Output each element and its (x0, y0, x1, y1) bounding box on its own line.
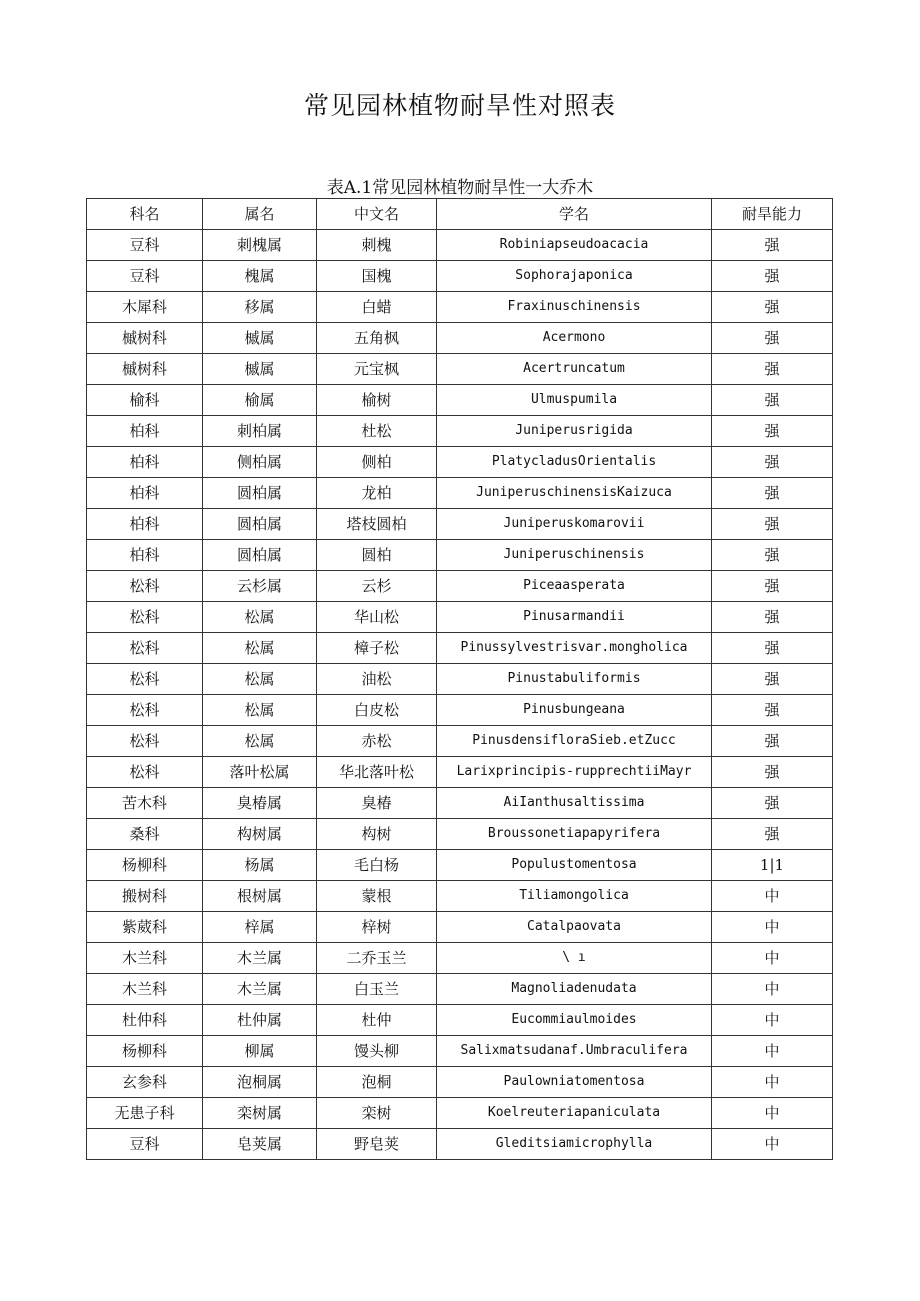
cell-drought-tolerance: 强 (712, 788, 833, 819)
cell-chinese-name: 圆柏 (317, 540, 437, 571)
cell-genus: 松属 (203, 726, 317, 757)
cell-chinese-name: 榆树 (317, 385, 437, 416)
cell-family: 松科 (87, 602, 203, 633)
cell-drought-tolerance: 中 (712, 1098, 833, 1129)
cell-drought-tolerance: 强 (712, 633, 833, 664)
cell-chinese-name: 白皮松 (317, 695, 437, 726)
header-family: 科名 (87, 199, 203, 230)
cell-chinese-name: 塔枝圆柏 (317, 509, 437, 540)
cell-family: 柏科 (87, 416, 203, 447)
cell-drought-tolerance: 强 (712, 261, 833, 292)
header-chinese-name: 中文名 (317, 199, 437, 230)
cell-chinese-name: 二乔玉兰 (317, 943, 437, 974)
cell-family: 松科 (87, 571, 203, 602)
cell-scientific-name: PinusdensifloraSieb.etZucc (437, 726, 712, 757)
cell-chinese-name: 馒头柳 (317, 1036, 437, 1067)
cell-genus: 圆柏属 (203, 509, 317, 540)
cell-genus: 柳属 (203, 1036, 317, 1067)
cell-genus: 根树属 (203, 881, 317, 912)
cell-genus: 松属 (203, 695, 317, 726)
table-row (87, 230, 833, 261)
cell-chinese-name: 构树 (317, 819, 437, 850)
cell-genus: 梓属 (203, 912, 317, 943)
cell-drought-tolerance: 中 (712, 1067, 833, 1098)
table-row (87, 850, 833, 881)
cell-family: 杨柳科 (87, 1036, 203, 1067)
table-row (87, 478, 833, 509)
cell-family: 木兰科 (87, 974, 203, 1005)
cell-family: 苦木科 (87, 788, 203, 819)
table-body (87, 230, 833, 1160)
table-row (87, 943, 833, 974)
cell-genus: 刺槐属 (203, 230, 317, 261)
cell-family: 豆科 (87, 230, 203, 261)
cell-family: 木犀科 (87, 292, 203, 323)
cell-drought-tolerance: 中 (712, 1129, 833, 1160)
table-row (87, 540, 833, 571)
header-scientific-name: 学名 (437, 199, 712, 230)
cell-family: 桑科 (87, 819, 203, 850)
cell-chinese-name: 野皂荚 (317, 1129, 437, 1160)
cell-scientific-name: Acertruncatum (437, 354, 712, 385)
cell-chinese-name: 油松 (317, 664, 437, 695)
cell-drought-tolerance: 强 (712, 292, 833, 323)
cell-family: 槭树科 (87, 323, 203, 354)
cell-chinese-name: 刺槐 (317, 230, 437, 261)
cell-family: 玄参科 (87, 1067, 203, 1098)
cell-drought-tolerance: 强 (712, 509, 833, 540)
cell-scientific-name: Paulowniatomentosa (437, 1067, 712, 1098)
cell-family: 紫葳科 (87, 912, 203, 943)
cell-scientific-name: Juniperuskomarovii (437, 509, 712, 540)
cell-scientific-name: Broussonetiapapyrifera (437, 819, 712, 850)
cell-drought-tolerance: 强 (712, 416, 833, 447)
cell-scientific-name: Robiniapseudoacacia (437, 230, 712, 261)
cell-family: 柏科 (87, 509, 203, 540)
table-row (87, 261, 833, 292)
cell-genus: 构树属 (203, 819, 317, 850)
table-row (87, 726, 833, 757)
cell-genus: 杨属 (203, 850, 317, 881)
cell-genus: 落叶松属 (203, 757, 317, 788)
cell-drought-tolerance: 强 (712, 757, 833, 788)
cell-family: 杜仲科 (87, 1005, 203, 1036)
cell-scientific-name: Koelreuteriapaniculata (437, 1098, 712, 1129)
cell-chinese-name: 云杉 (317, 571, 437, 602)
cell-drought-tolerance: 强 (712, 571, 833, 602)
cell-genus: 榆属 (203, 385, 317, 416)
cell-genus: 松属 (203, 602, 317, 633)
cell-family: 松科 (87, 757, 203, 788)
cell-family: 槭树科 (87, 354, 203, 385)
cell-chinese-name: 蒙根 (317, 881, 437, 912)
cell-chinese-name: 五角枫 (317, 323, 437, 354)
cell-genus: 泡桐属 (203, 1067, 317, 1098)
table-row (87, 323, 833, 354)
cell-family: 松科 (87, 726, 203, 757)
cell-family: 松科 (87, 664, 203, 695)
cell-scientific-name: Eucommiaulmoides (437, 1005, 712, 1036)
cell-chinese-name: 栾树 (317, 1098, 437, 1129)
cell-scientific-name: Ulmuspumila (437, 385, 712, 416)
cell-drought-tolerance: 强 (712, 447, 833, 478)
table-row (87, 1098, 833, 1129)
cell-family: 松科 (87, 695, 203, 726)
header-genus: 属名 (203, 199, 317, 230)
cell-drought-tolerance: 强 (712, 726, 833, 757)
cell-chinese-name: 华山松 (317, 602, 437, 633)
table-row (87, 881, 833, 912)
cell-genus: 臭椿属 (203, 788, 317, 819)
cell-drought-tolerance: 中 (712, 1005, 833, 1036)
cell-drought-tolerance: 强 (712, 478, 833, 509)
cell-genus: 云杉属 (203, 571, 317, 602)
cell-genus: 移属 (203, 292, 317, 323)
cell-family: 松科 (87, 633, 203, 664)
table-row (87, 1129, 833, 1160)
cell-chinese-name: 白玉兰 (317, 974, 437, 1005)
cell-drought-tolerance: 1|1 (712, 850, 833, 881)
cell-family: 豆科 (87, 261, 203, 292)
cell-chinese-name: 杜仲 (317, 1005, 437, 1036)
table-row (87, 664, 833, 695)
cell-genus: 松属 (203, 664, 317, 695)
cell-genus: 木兰属 (203, 943, 317, 974)
cell-genus: 栾树属 (203, 1098, 317, 1129)
table-row (87, 292, 833, 323)
table-row (87, 1036, 833, 1067)
table-row (87, 571, 833, 602)
table-row (87, 757, 833, 788)
table-row (87, 1067, 833, 1098)
cell-family: 柏科 (87, 447, 203, 478)
cell-chinese-name: 梓树 (317, 912, 437, 943)
table-row (87, 633, 833, 664)
header-drought-tolerance: 耐旱能力 (712, 199, 833, 230)
cell-scientific-name: Pinusbungeana (437, 695, 712, 726)
cell-genus: 杜仲属 (203, 1005, 317, 1036)
cell-scientific-name: Pinustabuliformis (437, 664, 712, 695)
cell-family: 豆科 (87, 1129, 203, 1160)
cell-family: 搬树科 (87, 881, 203, 912)
cell-chinese-name: 元宝枫 (317, 354, 437, 385)
drought-tolerance-table (86, 198, 833, 1160)
cell-drought-tolerance: 中 (712, 1036, 833, 1067)
cell-chinese-name: 龙柏 (317, 478, 437, 509)
cell-chinese-name: 樟子松 (317, 633, 437, 664)
cell-scientific-name: Populustomentosa (437, 850, 712, 881)
table-row (87, 819, 833, 850)
cell-drought-tolerance: 强 (712, 540, 833, 571)
cell-drought-tolerance: 中 (712, 974, 833, 1005)
cell-drought-tolerance: 中 (712, 912, 833, 943)
cell-genus: 刺柏属 (203, 416, 317, 447)
cell-scientific-name: Catalpaovata (437, 912, 712, 943)
cell-scientific-name: Sophorajaponica (437, 261, 712, 292)
table-row (87, 974, 833, 1005)
cell-genus: 槭属 (203, 323, 317, 354)
cell-scientific-name: PlatycladusOrientalis (437, 447, 712, 478)
cell-drought-tolerance: 强 (712, 602, 833, 633)
cell-drought-tolerance: 强 (712, 354, 833, 385)
cell-scientific-name: Salixmatsudanaf.Umbraculifera (437, 1036, 712, 1067)
cell-chinese-name: 臭椿 (317, 788, 437, 819)
cell-drought-tolerance: 强 (712, 385, 833, 416)
cell-family: 杨柳科 (87, 850, 203, 881)
table-row (87, 447, 833, 478)
table-row (87, 1005, 833, 1036)
table-row (87, 788, 833, 819)
table-row (87, 385, 833, 416)
cell-scientific-name: Pinussylvestrisvar.mongholica (437, 633, 712, 664)
table-row (87, 354, 833, 385)
cell-genus: 皂荚属 (203, 1129, 317, 1160)
cell-chinese-name: 泡桐 (317, 1067, 437, 1098)
cell-drought-tolerance: 强 (712, 695, 833, 726)
cell-scientific-name: Gleditsiamicrophylla (437, 1129, 712, 1160)
cell-scientific-name: Juniperusrigida (437, 416, 712, 447)
cell-chinese-name: 华北落叶松 (317, 757, 437, 788)
cell-drought-tolerance: 中 (712, 881, 833, 912)
cell-chinese-name: 毛白杨 (317, 850, 437, 881)
cell-drought-tolerance: 强 (712, 819, 833, 850)
cell-scientific-name: \ ı (437, 943, 712, 974)
cell-genus: 槐属 (203, 261, 317, 292)
cell-family: 无患子科 (87, 1098, 203, 1129)
cell-scientific-name: Piceaasperata (437, 571, 712, 602)
cell-genus: 圆柏属 (203, 478, 317, 509)
cell-scientific-name: JuniperuschinensisKaizuca (437, 478, 712, 509)
cell-family: 榆科 (87, 385, 203, 416)
document-title: 常见园林植物耐旱性对照表 (303, 91, 616, 120)
cell-genus: 松属 (203, 633, 317, 664)
cell-scientific-name: AiIanthusaltissima (437, 788, 712, 819)
table-header-row (87, 199, 833, 230)
cell-chinese-name: 侧柏 (317, 447, 437, 478)
cell-family: 柏科 (87, 540, 203, 571)
cell-genus: 侧柏属 (203, 447, 317, 478)
cell-genus: 木兰属 (203, 974, 317, 1005)
table-row (87, 602, 833, 633)
cell-chinese-name: 赤松 (317, 726, 437, 757)
cell-drought-tolerance: 强 (712, 323, 833, 354)
cell-family: 木兰科 (87, 943, 203, 974)
cell-scientific-name: Pinusarmandii (437, 602, 712, 633)
cell-drought-tolerance: 强 (712, 664, 833, 695)
cell-scientific-name: Fraxinuschinensis (437, 292, 712, 323)
cell-scientific-name: Larixprincipis-rupprechtiiMayr (437, 757, 712, 788)
cell-scientific-name: Tiliamongolica (437, 881, 712, 912)
table-row (87, 912, 833, 943)
cell-genus: 圆柏属 (203, 540, 317, 571)
table-row (87, 509, 833, 540)
cell-genus: 槭属 (203, 354, 317, 385)
table-row (87, 416, 833, 447)
cell-chinese-name: 杜松 (317, 416, 437, 447)
cell-scientific-name: Magnoliadenudata (437, 974, 712, 1005)
cell-drought-tolerance: 中 (712, 943, 833, 974)
cell-scientific-name: Acermono (437, 323, 712, 354)
cell-scientific-name: Juniperuschinensis (437, 540, 712, 571)
cell-drought-tolerance: 强 (712, 230, 833, 261)
cell-family: 柏科 (87, 478, 203, 509)
cell-chinese-name: 白蜡 (317, 292, 437, 323)
table-caption: 表A.1常见园林植物耐旱性一大乔木 (326, 178, 594, 198)
table-row (87, 695, 833, 726)
cell-chinese-name: 国槐 (317, 261, 437, 292)
